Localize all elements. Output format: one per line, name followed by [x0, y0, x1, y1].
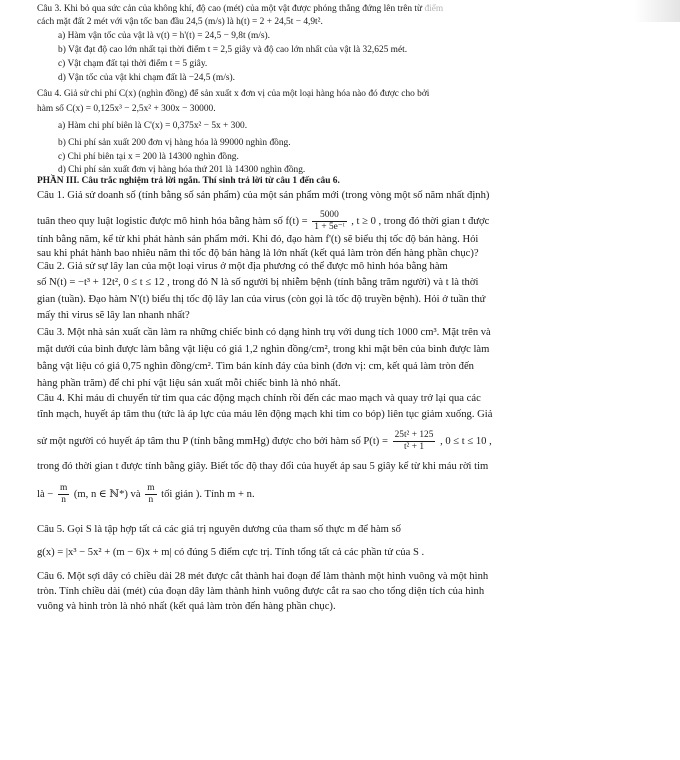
p4-fraction-m-n-2: $\frac{m}{n}$ — [147, 483, 155, 505]
p1-line4: sau khi phát hành bao nhiêu năm thì tốc độ bán hàng là lớn nhất (kết quả làm tròn đến hàng phần chục)? — [37, 248, 479, 259]
q4-option-c: c) Chi phí biên tại x = 200 là 14300 nghìn đồng. — [58, 152, 239, 162]
p6-line2: tròn. Tính chiều dài (mét) của đoạn dây làm thành hình vuông được cắt ra sao cho tổng diện tích của hình — [37, 586, 485, 597]
p2-line1: Câu 2. Giả sử sự lây lan của một loại virus ở một địa phương có thể được mô hình hóa bằng hàm — [37, 261, 448, 272]
p3-line2: mặt dưới của bình được làm bằng vật liệu có giá 1,2 nghìn đồng/cm², trong khi mặt bên của bình được làm — [37, 344, 490, 355]
p4-line1: Câu 4. Khi máu di chuyển từ tim qua các động mạch chính rồi đến các mao mạch và quay trở lại qua các — [37, 393, 481, 404]
p4-line4: trong đó thời gian t được tính bằng giây. Biết tốc độ thay đổi của huyết áp sau 5 giây kể từ khi máu rời tim — [37, 461, 489, 472]
p4-fraction-m-n: $\frac{m}{n}$ — [59, 483, 68, 505]
p6-line3: vuông và hình tròn là nhỏ nhất (kết quả làm tròn đến hàng phần chục). — [37, 601, 336, 612]
q3-line2: cách mặt đất 2 mét với vận tốc ban đầu 24,5 (m/s) là h(t) = 2 + 24,5t − 4,9t². — [37, 17, 323, 27]
p1-line2: tuân theo quy luật logistic được mô hình hóa bằng hàm số f(t) = $\frac{5000}{\text{1 + 5e⁻ᵗ}}$ , t ≥ 0 , trong đó thời gian t được — [37, 210, 490, 232]
p3-line3: bằng vật liệu có giá 0,75 nghìn đồng/cm². Tìm bán kính đáy của bình (đơn vị: cm, kết quả làm tròn đến — [37, 361, 474, 372]
q4-option-a: a) Hàm chi phí biên là C'(x) = 0,375x² − 5x + 300. — [58, 121, 248, 131]
q4-line2: hàm số C(x) = 0,125x³ − 2,5x² + 300x − 30000. — [37, 104, 216, 114]
q3-line1-cut: điểm — [424, 4, 444, 14]
q4-option-b: b) Chi phí sản xuất 200 đơn vị hàng hóa là 99000 nghìn đồng. — [58, 138, 291, 148]
p2-line3: gian (tuần). Đạo hàm N'(t) biểu thị tốc độ lây lan của virus (còn gọi là tốc độ truyền bệnh). Hỏi ở tuần thứ — [37, 294, 486, 305]
p4-fraction: $\frac{\text{25t² + 125}}{\text{t² + 1}}$ — [394, 430, 434, 452]
q3-line1: Câu 3. Khi bỏ qua sức cản của không khí, độ cao (mét) của một vật được phóng thẳng đứng lên trên từ điểm — [37, 4, 444, 14]
q3-option-d: d) Vận tốc của vật khi chạm đất là −24,5 (m/s). — [58, 73, 235, 83]
p4-line3: sử một người có huyết áp tâm thu P (tính bằng mmHg) được cho bởi hàm số P(t) = $\frac{\text{25t² + 125}}{\text{t² + 1}}$ , 0 ≤ t ≤ 10 , — [37, 430, 492, 452]
p2-line4: mấy thì virus sẽ lây lan nhanh nhất? — [37, 310, 190, 321]
p1-fraction: $\frac{5000}{\text{1 + 5e⁻ᵗ}}$ — [314, 210, 345, 232]
p5-line1: Câu 5. Gọi S là tập hợp tất cả các giá trị nguyên dương của tham số thực m để hàm số — [37, 524, 401, 535]
q3-option-a: a) Hàm vận tốc của vật là v(t) = h'(t) = 24,5 − 9,8t (m/s). — [58, 31, 271, 41]
p1-line1: Câu 1. Giả sử doanh số (tính bằng số sản phẩm) của một sản phẩm mới (trong vòng một số năm nhất định) — [37, 190, 490, 201]
q3-option-c: c) Vật chạm đất tại thời điểm t = 5 giây. — [58, 59, 208, 69]
page-corner-shadow — [634, 0, 680, 22]
p4-line5: là − $\frac{m}{n}$ (m, n ∈ ℕ*) và $\frac{m}{n}$ tối giản ). Tính m + n. — [37, 483, 255, 505]
p5-line2: g(x) = |x³ − 5x² + (m − 6)x + m| có đúng 5 điểm cực trị. Tính tổng tất cả các phần tử của S . — [37, 547, 425, 558]
p2-line2: số N(t) = −t³ + 12t², 0 ≤ t ≤ 12 , trong đó N là số người bị nhiễm bệnh (tính bằng trăm người) và t là thời — [37, 277, 479, 288]
p3-line1: Câu 3. Một nhà sản xuất cần làm ra những chiếc bình có dạng hình trụ với dung tích 1000 cm³. Mặt trên và — [37, 327, 491, 338]
p3-line4: hàng phần trăm) để chi phí vật liệu sản xuất mỗi chiếc bình là nhỏ nhất. — [37, 378, 341, 389]
q4-option-d: d) Chi phí sản xuất đơn vị hàng hóa thứ 201 là 14300 nghìn đồng. — [58, 165, 306, 175]
q4-line1: Câu 4. Giả sử chi phí C(x) (nghìn đồng) để sản xuất x đơn vị của một loại hàng hóa nào đó được cho bởi — [37, 89, 430, 99]
p6-line1: Câu 6. Một sợi dây có chiều dài 28 mét được cắt thành hai đoạn để làm thành một hình vuông và một hình — [37, 571, 489, 582]
p4-line2: tĩnh mạch, huyết áp tâm thu (tức là áp lực của máu lên động mạch khi tim co bóp) liên tục giảm xuống. Giả — [37, 409, 493, 420]
part3-heading: PHẦN III. Câu trắc nghiệm trả lời ngắn. Thí sinh trả lời từ câu 1 đến câu 6. — [37, 176, 340, 186]
p1-line3: tính bằng năm, kể từ khi phát hành sản phẩm mới. Khi đó, đạo hàm f'(t) sẽ biểu thị tốc độ bán hàng. Hỏi — [37, 234, 479, 245]
q3-option-b: b) Vật đạt độ cao lớn nhất tại thời điểm t = 2,5 giây và độ cao lớn nhất của vật là 32,625 mét. — [58, 45, 408, 55]
